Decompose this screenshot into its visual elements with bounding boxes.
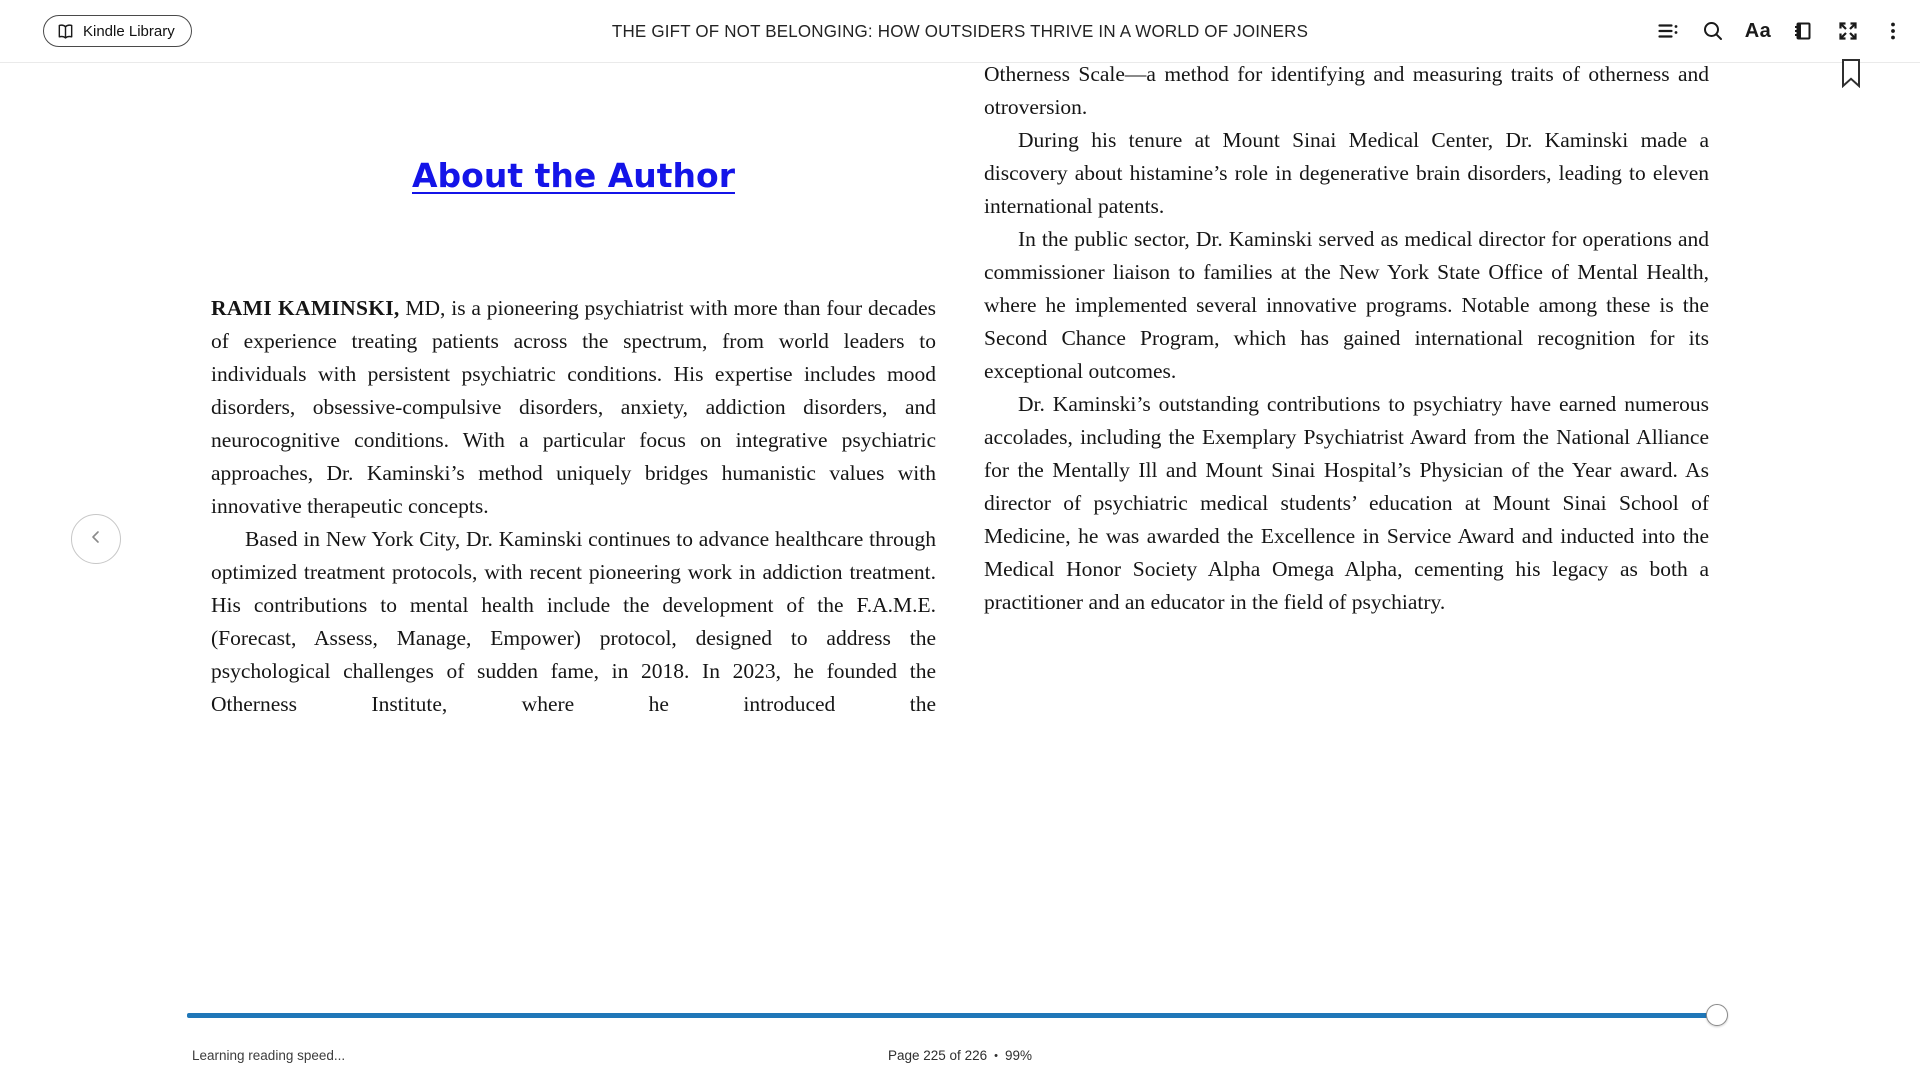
progress-handle[interactable]	[1706, 1004, 1728, 1026]
page-position-status	[0, 1048, 1920, 1063]
reading-speed-status: Learning reading speed...	[192, 1048, 346, 1063]
top-toolbar	[0, 0, 1920, 63]
body-paragraph: RAMI KAMINSKI, MD, is a pioneering psychiatrist with more than four decades of experience treating patients across the spectrum, from world leaders to individuals with persistent psychiatric conditions. His expertise includes mood disorders, obsessive-compulsive disorders, anxiety, addiction disorders, and neurocognitive conditions. With a particular focus on integrative psychiatric approaches, Dr. Kaminski’s method uniquely bridges humanistic values with innovative therapeutic concepts.	[211, 296, 936, 518]
body-paragraph: Otherness Scale—a method for identifying and measuring traits of otherness and otroversion.	[984, 62, 1709, 119]
body-paragraph: In the public sector, Dr. Kaminski served as medical director for operations and commissioner liaison to families at the New York State Office of Mental Health, where he implemented several innovative programs. Notable among these is the Second Chance Program, which has gained international recognition for its exceptional outcomes.	[984, 227, 1709, 383]
fullscreen-icon[interactable]	[1837, 20, 1859, 42]
body-paragraph: Based in New York City, Dr. Kaminski continues to advance healthcare through optimized treatment protocols, with recent pioneering work in addiction treatment. His contributions to mental health include the development of the F.A.M.E. (Forecast, Assess, Manage, Empower) protocol, designed to address the psychological challenges of sudden fame, in 2018. In 2023, he founded the Otherness Institute, where he introduced the	[211, 527, 936, 716]
chapter-heading[interactable]: About the Author	[412, 156, 735, 195]
body-paragraph: During his tenure at Mount Sinai Medical Center, Dr. Kaminski made a discovery about histamine’s role in degenerative brain disorders, leading to eleven international patents.	[984, 128, 1709, 218]
overflow-menu-icon[interactable]	[1882, 20, 1904, 42]
left-column-text	[211, 292, 936, 721]
reading-progress-slider[interactable]	[187, 1004, 1732, 1026]
separator-dot: •	[994, 1050, 998, 1062]
previous-page-button[interactable]	[71, 514, 121, 564]
toc-icon[interactable]	[1657, 20, 1679, 42]
chevron-left-icon	[84, 525, 108, 554]
kindle-library-label: Kindle Library	[83, 22, 175, 40]
body-paragraph: Dr. Kaminski’s outstanding contributions to psychiatry have earned numerous accolades, including the Exemplary Psychiatrist Award from the National Alliance for the Mentally Ill and Mount Sinai Hospital’s Physician of the Year award. As director of psychiatric medical students’ education at Mount Sinai School of Medicine, he was awarded the Excellence in Service Award and inducted into the Medical Honor Society Alpha Omega Alpha, cementing his legacy as both a practitioner and an educator in the field of psychiatry.	[984, 392, 1709, 614]
page-layout-icon[interactable]	[1792, 20, 1814, 42]
bookmark-icon[interactable]	[1841, 59, 1861, 93]
font-settings-icon[interactable]: Aa	[1744, 20, 1772, 42]
right-column-text	[984, 58, 1709, 619]
book-title: THE GIFT OF NOT BELONGING: HOW OUTSIDERS THRIVE IN A WORLD OF JOINERS	[611, 20, 1309, 41]
search-icon[interactable]	[1702, 20, 1724, 42]
toolbar-icons	[1657, 0, 1904, 62]
progress-fill	[187, 1013, 1717, 1018]
page-label: Page 225 of 226	[888, 1048, 988, 1063]
percent-label: 99%	[1004, 1048, 1032, 1063]
